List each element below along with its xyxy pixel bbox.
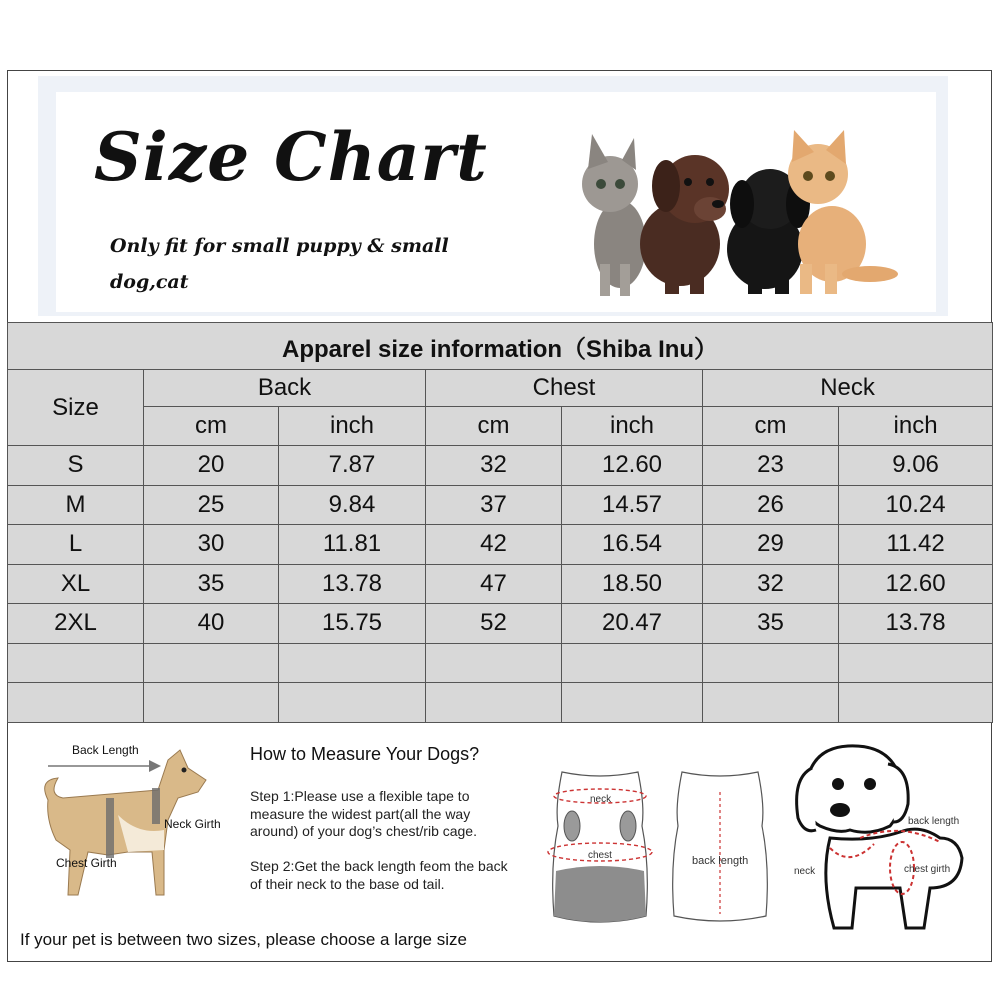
table-caption: Apparel size information（Shiba Inu） [8, 323, 993, 370]
table-cell: 7.87 [279, 446, 426, 486]
unit-header: inch [562, 407, 703, 446]
unit-header: cm [703, 407, 839, 446]
size-table [7, 322, 993, 723]
puppy-eye-icon [864, 778, 876, 790]
table-cell: 40 [144, 604, 279, 644]
table-row [8, 485, 993, 525]
table-cell: 9.06 [839, 446, 993, 486]
neck-girth-label: Neck Girth [164, 817, 221, 831]
puppy-brown-illustration [640, 155, 729, 294]
table-cell: 11.42 [839, 525, 993, 565]
shirt-neck-label: neck [590, 794, 612, 805]
unit-header: cm [426, 407, 562, 446]
table-cell: 32 [426, 446, 562, 486]
size-cell: S [8, 446, 144, 486]
puppy-chest-girth-label: chest girth [904, 864, 951, 875]
group-header-neck: Neck [703, 370, 993, 407]
banner-subtitle: Only fit for small puppy & small dog,cat [110, 235, 449, 293]
table-cell: 16.54 [562, 525, 703, 565]
how-to-measure-title: How to Measure Your Dogs? [250, 744, 480, 764]
size-cell: XL [8, 564, 144, 604]
group-header-back: Back [144, 370, 426, 407]
shiba-measure-diagram [18, 740, 238, 920]
kitten-grey-illustration [582, 134, 646, 296]
table-cell: 29 [703, 525, 839, 565]
page-title: Size Chart [94, 118, 488, 196]
size-advice-note: If your pet is between two sizes, please choose a large size [20, 930, 467, 949]
group-header-chest: Chest [426, 370, 703, 407]
table-cell: 32 [703, 564, 839, 604]
table-row [8, 604, 993, 644]
table-cell: 25 [144, 485, 279, 525]
table-cell: 13.78 [839, 604, 993, 644]
size-column-header: Size [8, 370, 144, 446]
table-cell: 42 [426, 525, 562, 565]
size-cell: L [8, 525, 144, 565]
table-row [8, 564, 993, 604]
table-cell: 20.47 [562, 604, 703, 644]
empty-table-row [8, 683, 993, 723]
table-cell: 23 [703, 446, 839, 486]
table-cell: 18.50 [562, 564, 703, 604]
table-cell: 14.57 [562, 485, 703, 525]
table-cell: 13.78 [279, 564, 426, 604]
table-row [8, 446, 993, 486]
table-cell: 10.24 [839, 485, 993, 525]
step-2-text: Step 2:Get the back length feom the back of their neck to the base od tail. [250, 858, 508, 892]
table-cell: 12.60 [839, 564, 993, 604]
table-row [8, 525, 993, 565]
unit-header: inch [279, 407, 426, 446]
pets-photo [570, 124, 900, 304]
puppy-neck-label: neck [794, 866, 816, 877]
table-cell: 9.84 [279, 485, 426, 525]
step-1-text: Step 1:Please use a flexible tape to measure the widest part(all the way around) of your dog’s chest/rib cage. [250, 788, 477, 839]
table-cell: 35 [144, 564, 279, 604]
table-cell: 52 [426, 604, 562, 644]
shirt-chest-label: chest [588, 850, 612, 861]
shirt-measure-diagram [540, 766, 775, 931]
table-cell: 26 [703, 485, 839, 525]
puppy-back-length-label: back length [908, 816, 960, 827]
table-cell: 35 [703, 604, 839, 644]
chest-girth-label: Chest Girth [56, 856, 117, 870]
size-cell: 2XL [8, 604, 144, 644]
puppy-measure-diagram [790, 738, 980, 948]
unit-header: inch [839, 407, 993, 446]
unit-header: cm [144, 407, 279, 446]
table-cell: 47 [426, 564, 562, 604]
table-cell: 11.81 [279, 525, 426, 565]
puppy-nose-icon [830, 803, 850, 817]
back-length-label: Back Length [72, 743, 139, 757]
shirt-back-icon [673, 772, 768, 921]
table-cell: 15.75 [279, 604, 426, 644]
table-cell: 37 [426, 485, 562, 525]
table-cell: 20 [144, 446, 279, 486]
puppy-eye-icon [832, 778, 844, 790]
table-cell: 30 [144, 525, 279, 565]
table-cell: 12.60 [562, 446, 703, 486]
size-cell: M [8, 485, 144, 525]
shirt-back-length-label: back length [692, 855, 749, 867]
puppy-outline-icon [797, 746, 962, 928]
empty-table-row [8, 643, 993, 683]
